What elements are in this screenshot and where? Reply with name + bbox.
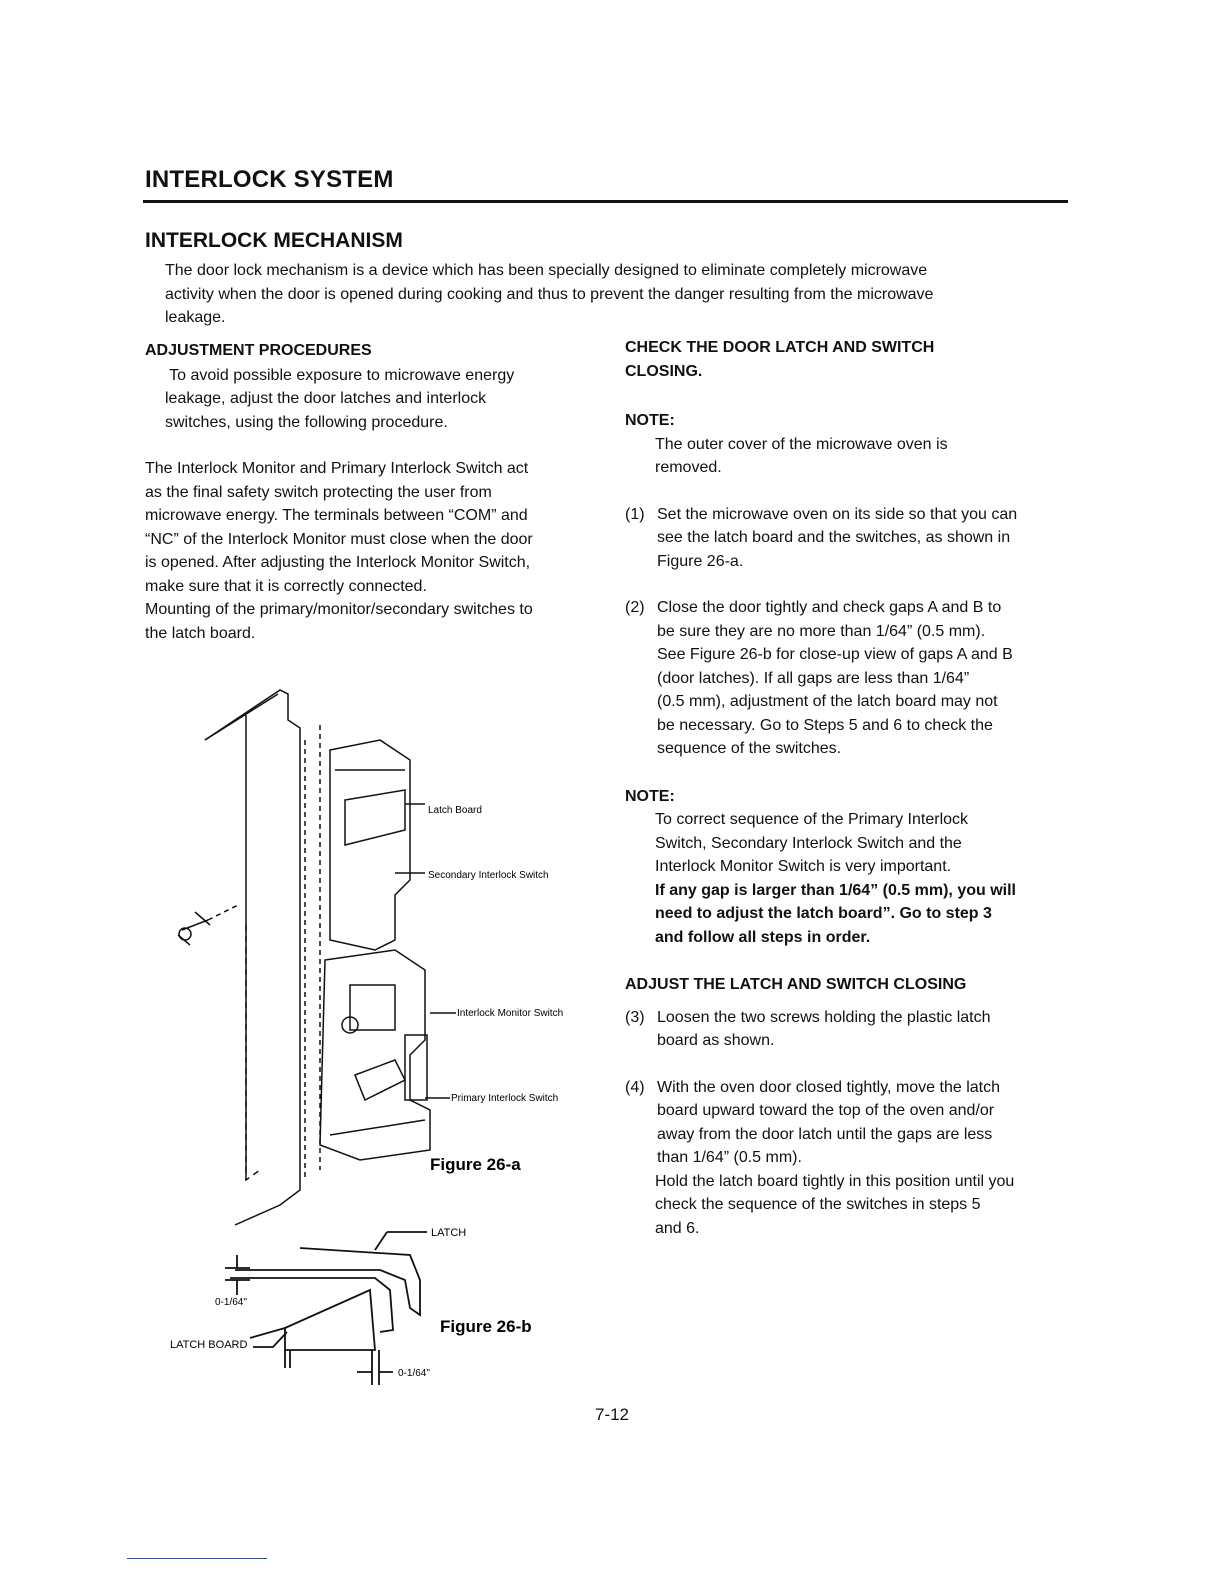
step-line: board as shown. <box>657 1032 775 1049</box>
step-3 <box>625 1006 1067 1053</box>
note2-bold-line: need to adjust the latch board”. Go to step 3 <box>655 905 992 922</box>
step-line: See Figure 26-b for close-up view of gaps A and B <box>657 646 1013 663</box>
adjustment-text <box>145 364 514 435</box>
paragraph-line: as the final safety switch protecting the user from <box>145 483 492 501</box>
figure-26a-drawing <box>160 680 600 1230</box>
label-latch: LATCH <box>431 1227 467 1239</box>
check-title <box>625 336 1065 383</box>
label-gap-horizontal: 0-1/64" <box>398 1368 430 1379</box>
note2-text <box>625 808 1065 949</box>
intro-line: The door lock mechanism is a device which has been specially designed to eliminate completely microwave <box>165 262 928 279</box>
check-title-line: CLOSING. <box>625 362 703 380</box>
step-line: be sure they are no more than 1/64” (0.5 mm). <box>657 622 986 640</box>
note1-text <box>625 433 1065 480</box>
step-number: (1) <box>625 505 645 523</box>
intro-line: leakage. <box>165 309 226 326</box>
adjust-title: ADJUST THE LATCH AND SWITCH CLOSING <box>625 976 967 993</box>
step-line: check the sequence of the switches in steps 5 <box>655 1196 981 1213</box>
step-number: (4) <box>625 1078 645 1096</box>
label-latch-board: Latch Board <box>428 805 482 816</box>
paragraph-line: Mounting of the primary/monitor/secondary switches to <box>145 601 533 618</box>
note2-line: Interlock Monitor Switch is very important. <box>655 858 952 875</box>
label-monitor-switch: Interlock Monitor Switch <box>457 1008 564 1019</box>
paragraph-line: microwave energy. The terminals between “COM” and <box>145 507 528 524</box>
header-rule <box>143 200 1068 203</box>
check-section <box>625 336 1065 1240</box>
note1-line: removed. <box>655 459 722 476</box>
label-primary-switch: Primary Interlock Switch <box>451 1093 559 1104</box>
paragraph-line: make sure that it is correctly connected. <box>145 577 427 595</box>
note2-bold-line: If any gap is larger than 1/64” (0.5 mm), you will <box>655 881 1016 899</box>
step-line: (door latches). If all gaps are less than 1/64” <box>657 669 970 687</box>
step-line: With the oven door closed tightly, move the latch <box>657 1078 1000 1096</box>
note1-title: NOTE: <box>625 412 675 429</box>
label-gap-vertical: 0-1/64" <box>215 1297 247 1308</box>
step-line: away from the door latch until the gaps are less <box>657 1125 993 1143</box>
page-number: 7-12 <box>594 1405 630 1424</box>
section-title: INTERLOCK SYSTEM <box>145 166 394 193</box>
note2-line: To correct sequence of the Primary Interlock <box>655 811 969 828</box>
step-4 <box>625 1076 1067 1170</box>
step-line: (0.5 mm), adjustment of the latch board may not <box>657 693 998 710</box>
step-2 <box>625 596 1067 761</box>
mechanism-title: INTERLOCK MECHANISM <box>145 229 403 252</box>
paragraph-line: the latch board. <box>145 624 256 642</box>
step-4-extra <box>625 1170 1065 1241</box>
note2-bold-line: and follow all steps in order. <box>655 928 871 946</box>
label-latch-board: LATCH BOARD <box>170 1339 248 1351</box>
paragraph-line: is opened. After adjusting the Interlock Monitor Switch, <box>145 554 531 571</box>
adjustment-title: ADJUSTMENT PROCEDURES <box>145 342 372 359</box>
adjustment-section <box>145 339 514 434</box>
step-line: than 1/64” (0.5 mm). <box>657 1149 802 1166</box>
step-line: see the latch board and the switches, as shown in <box>657 529 1011 546</box>
footer-link-line <box>127 1558 267 1559</box>
check-title-line: CHECK THE DOOR LATCH AND SWITCH <box>625 339 935 356</box>
adjustment-line: switches, using the following procedure. <box>165 413 448 431</box>
label-secondary-switch: Secondary Interlock Switch <box>428 870 549 881</box>
step-1 <box>625 503 1067 574</box>
step-line: Figure 26-a. <box>657 552 744 570</box>
note1-line: The outer cover of the microwave oven is <box>655 435 948 453</box>
step-line: Close the door tightly and check gaps A and B to <box>657 599 1002 616</box>
step-number: (2) <box>625 599 645 616</box>
step-line: board upward toward the top of the oven and/or <box>657 1102 995 1119</box>
figure-26b-drawing <box>165 1220 565 1390</box>
figure-26a-caption: Figure 26-a <box>430 1155 521 1174</box>
step-line: sequence of the switches. <box>657 740 842 757</box>
note2-title: NOTE: <box>625 787 675 805</box>
adjustment-line: To avoid possible exposure to microwave energy <box>165 366 515 384</box>
step-line: Loosen the two screws holding the plastic latch <box>657 1008 991 1026</box>
step-line: be necessary. Go to Steps 5 and 6 to check the <box>657 716 993 734</box>
step-line: and 6. <box>655 1219 700 1237</box>
adjustment-line: leakage, adjust the door latches and interlock <box>165 390 487 407</box>
note2-line: Switch, Secondary Interlock Switch and the <box>655 834 962 852</box>
figure-26b-caption: Figure 26-b <box>440 1317 532 1336</box>
paragraph-line: “NC” of the Interlock Monitor must close when the door <box>145 530 533 548</box>
step-number: (3) <box>625 1008 645 1026</box>
step-line: Hold the latch board tightly in this position until you <box>655 1172 1015 1190</box>
mechanism-intro <box>165 259 1065 330</box>
interlock-paragraph <box>145 457 595 645</box>
step-line: Set the microwave oven on its side so that you can <box>657 505 1018 523</box>
paragraph-line: The Interlock Monitor and Primary Interlock Switch act <box>145 460 529 477</box>
intro-line: activity when the door is opened during cooking and thus to prevent the danger resulting from the microwave <box>165 285 934 303</box>
